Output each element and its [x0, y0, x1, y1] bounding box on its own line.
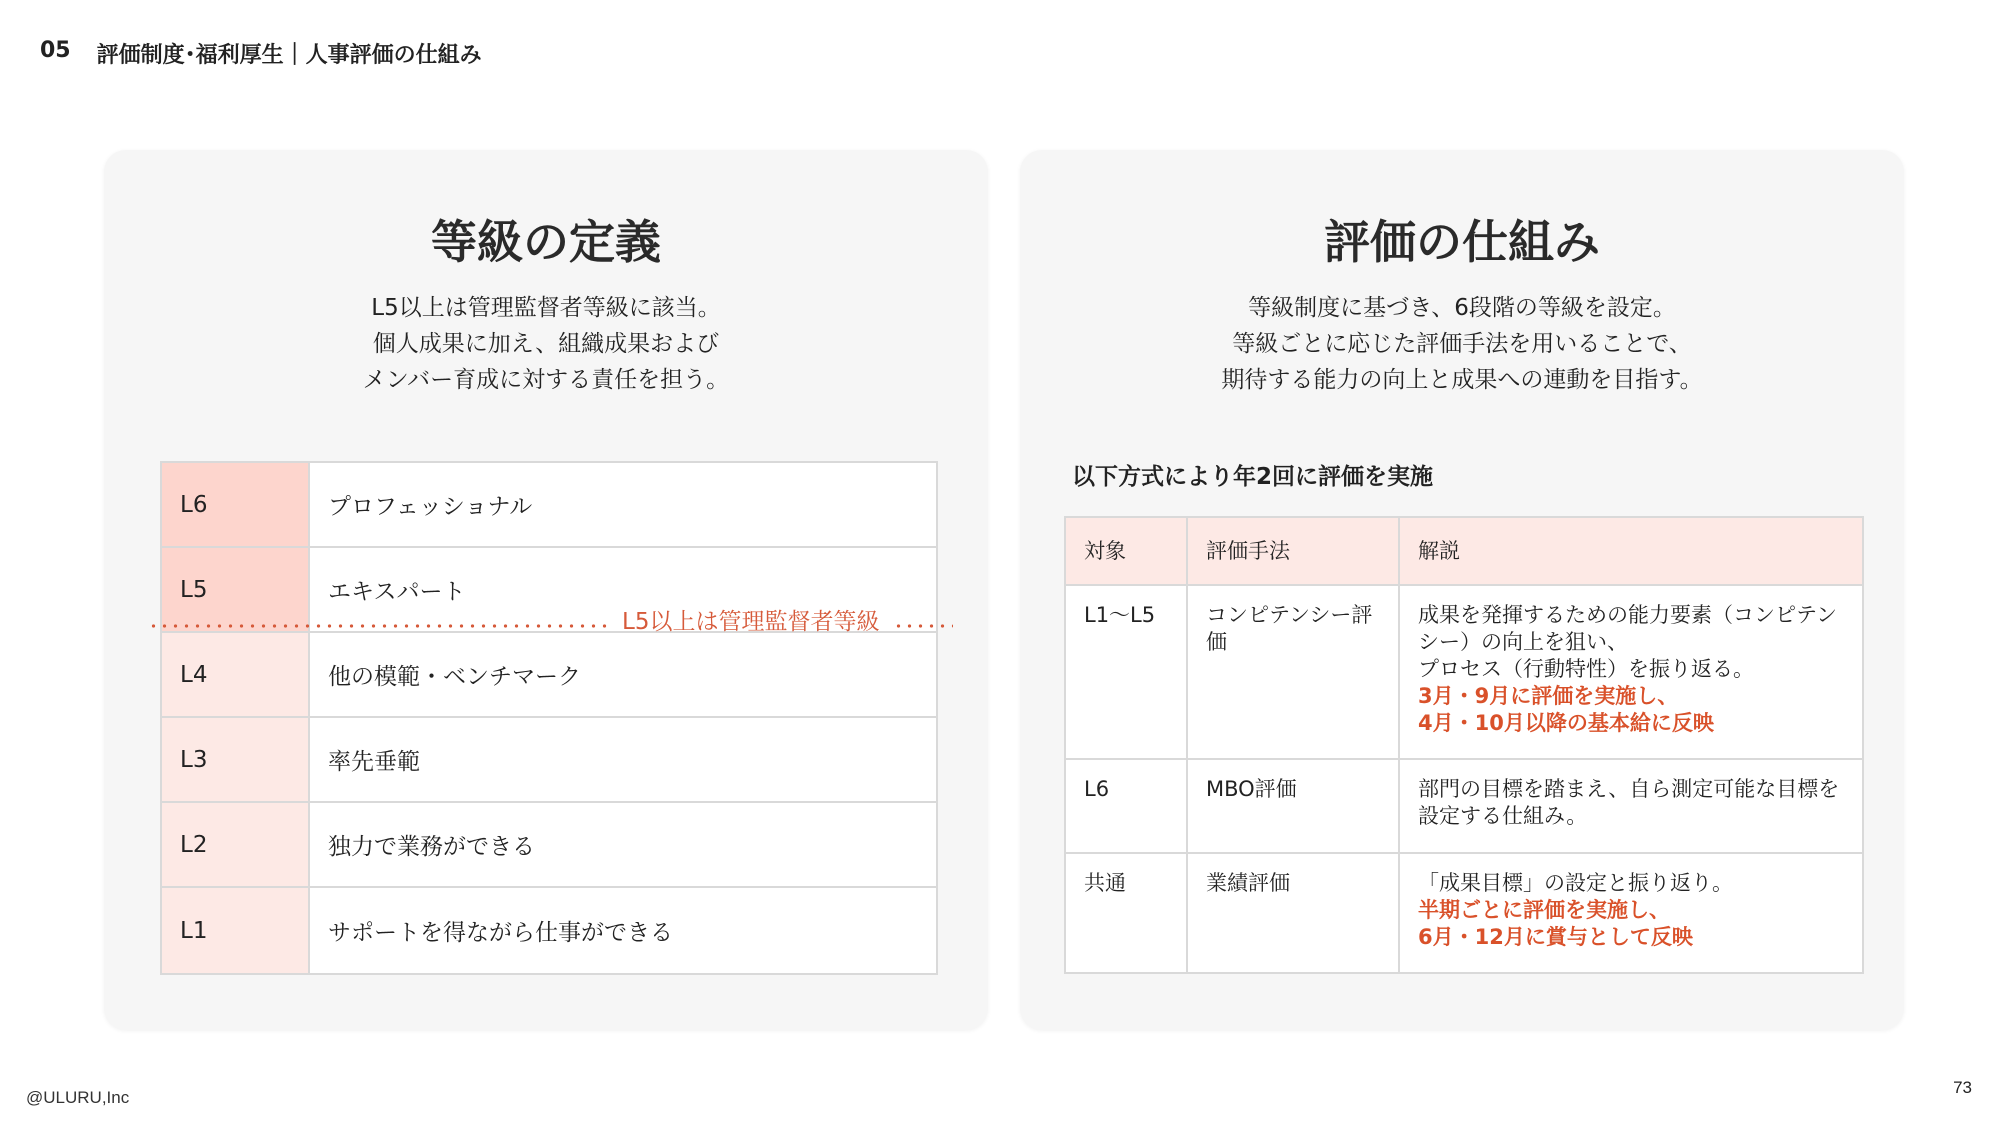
description-line: メンバー育成に対する責任を担う。: [362, 367, 730, 393]
evaluation-table: [1064, 516, 1864, 974]
cell-explanation: [1399, 585, 1863, 759]
copyright: @ULURU,Inc: [26, 1088, 130, 1107]
grade-description: プロフェッショナル: [328, 494, 533, 520]
description-line: 期待する能力の向上と成果への連動を目指す。: [1221, 367, 1703, 393]
table-header-row: [1065, 517, 1863, 585]
highlight-text: 4月・10月以降の基本給に反映: [1418, 711, 1714, 735]
grade-description: エキスパート: [328, 579, 466, 605]
grade-description: 独力で業務ができる: [328, 834, 535, 860]
grade-level: L6: [162, 463, 310, 546]
highlight-text: 6月・12月に賞与として反映: [1418, 925, 1693, 949]
grade-description: 他の模範・ベンチマーク: [328, 664, 581, 690]
cell-target: L1〜L5: [1065, 585, 1187, 759]
evaluation-subheading: 以下方式により年2回に評価を実施: [1072, 464, 1434, 490]
evaluation-system-description: [1020, 290, 1904, 398]
page-number: 73: [1953, 1078, 1972, 1097]
header-method: 評価手法: [1187, 517, 1399, 585]
grade-level: L4: [162, 633, 310, 716]
grade-row-l2: [162, 803, 936, 888]
grade-row-l1: [162, 888, 936, 973]
description-line: 個人成果に加え、組織成果および: [372, 331, 720, 357]
cell-explanation: [1399, 853, 1863, 973]
evaluation-system-title: 評価の仕組み: [1324, 215, 1600, 269]
grade-table: [160, 461, 938, 975]
management-threshold-label: L5以上は管理監督者等級: [622, 608, 880, 635]
page-header: [40, 38, 482, 69]
cell-explanation: 部門の目標を踏まえ、自ら測定可能な目標を設定する仕組み。: [1399, 759, 1863, 853]
grade-level: L2: [162, 803, 310, 886]
table-row: [1065, 759, 1863, 853]
grade-level: L3: [162, 718, 310, 801]
page-title: 評価制度･福利厚生｜人事評価の仕組み: [96, 43, 482, 68]
description-line: L5以上は管理監督者等級に該当。: [371, 295, 721, 321]
dotted-line: [893, 624, 953, 628]
table-row: [1065, 585, 1863, 759]
explanation-text: 「成果目標」の設定と振り返り。: [1418, 871, 1733, 895]
method-text: コンピテンシー評価: [1206, 603, 1373, 654]
explanation-text: 成果を発揮するための能力要素（コンピテンシー）の向上を狙い、: [1418, 603, 1837, 654]
highlight-text: 3月・9月に評価を実施し、: [1418, 684, 1679, 708]
evaluation-system-card: [1020, 150, 1904, 1030]
cell-method: MBO評価: [1187, 759, 1399, 853]
table-row: [1065, 853, 1863, 973]
grade-level: L5: [162, 548, 310, 631]
grade-row-l4: [162, 633, 936, 718]
cell-method: 業績評価: [1187, 853, 1399, 973]
grade-description: サポートを得ながら仕事ができる: [328, 920, 673, 946]
grade-row-l3: [162, 718, 936, 803]
header-explanation: 解説: [1399, 517, 1863, 585]
grade-definition-card: [104, 150, 988, 1030]
cell-method: [1187, 585, 1399, 759]
highlight-text: 半期ごとに評価を実施し、: [1418, 898, 1670, 922]
cell-target: 共通: [1065, 853, 1187, 973]
grade-row-l6: [162, 463, 936, 548]
description-line: 等級ごとに応じた評価手法を用いることで、: [1232, 331, 1692, 357]
header-target: 対象: [1065, 517, 1187, 585]
cell-target: L6: [1065, 759, 1187, 853]
explanation-text: プロセス（行動特性）を振り返る。: [1418, 657, 1754, 681]
management-threshold-divider: [148, 608, 980, 635]
grade-definition-description: [104, 290, 988, 398]
grade-definition-title: 等級の定義: [431, 215, 661, 269]
section-number: 05: [40, 38, 71, 63]
grade-level: L1: [162, 888, 310, 973]
description-line: 等級制度に基づき、6段階の等級を設定。: [1248, 295, 1676, 321]
dotted-line: [148, 624, 608, 628]
grade-description: 率先垂範: [328, 749, 420, 775]
